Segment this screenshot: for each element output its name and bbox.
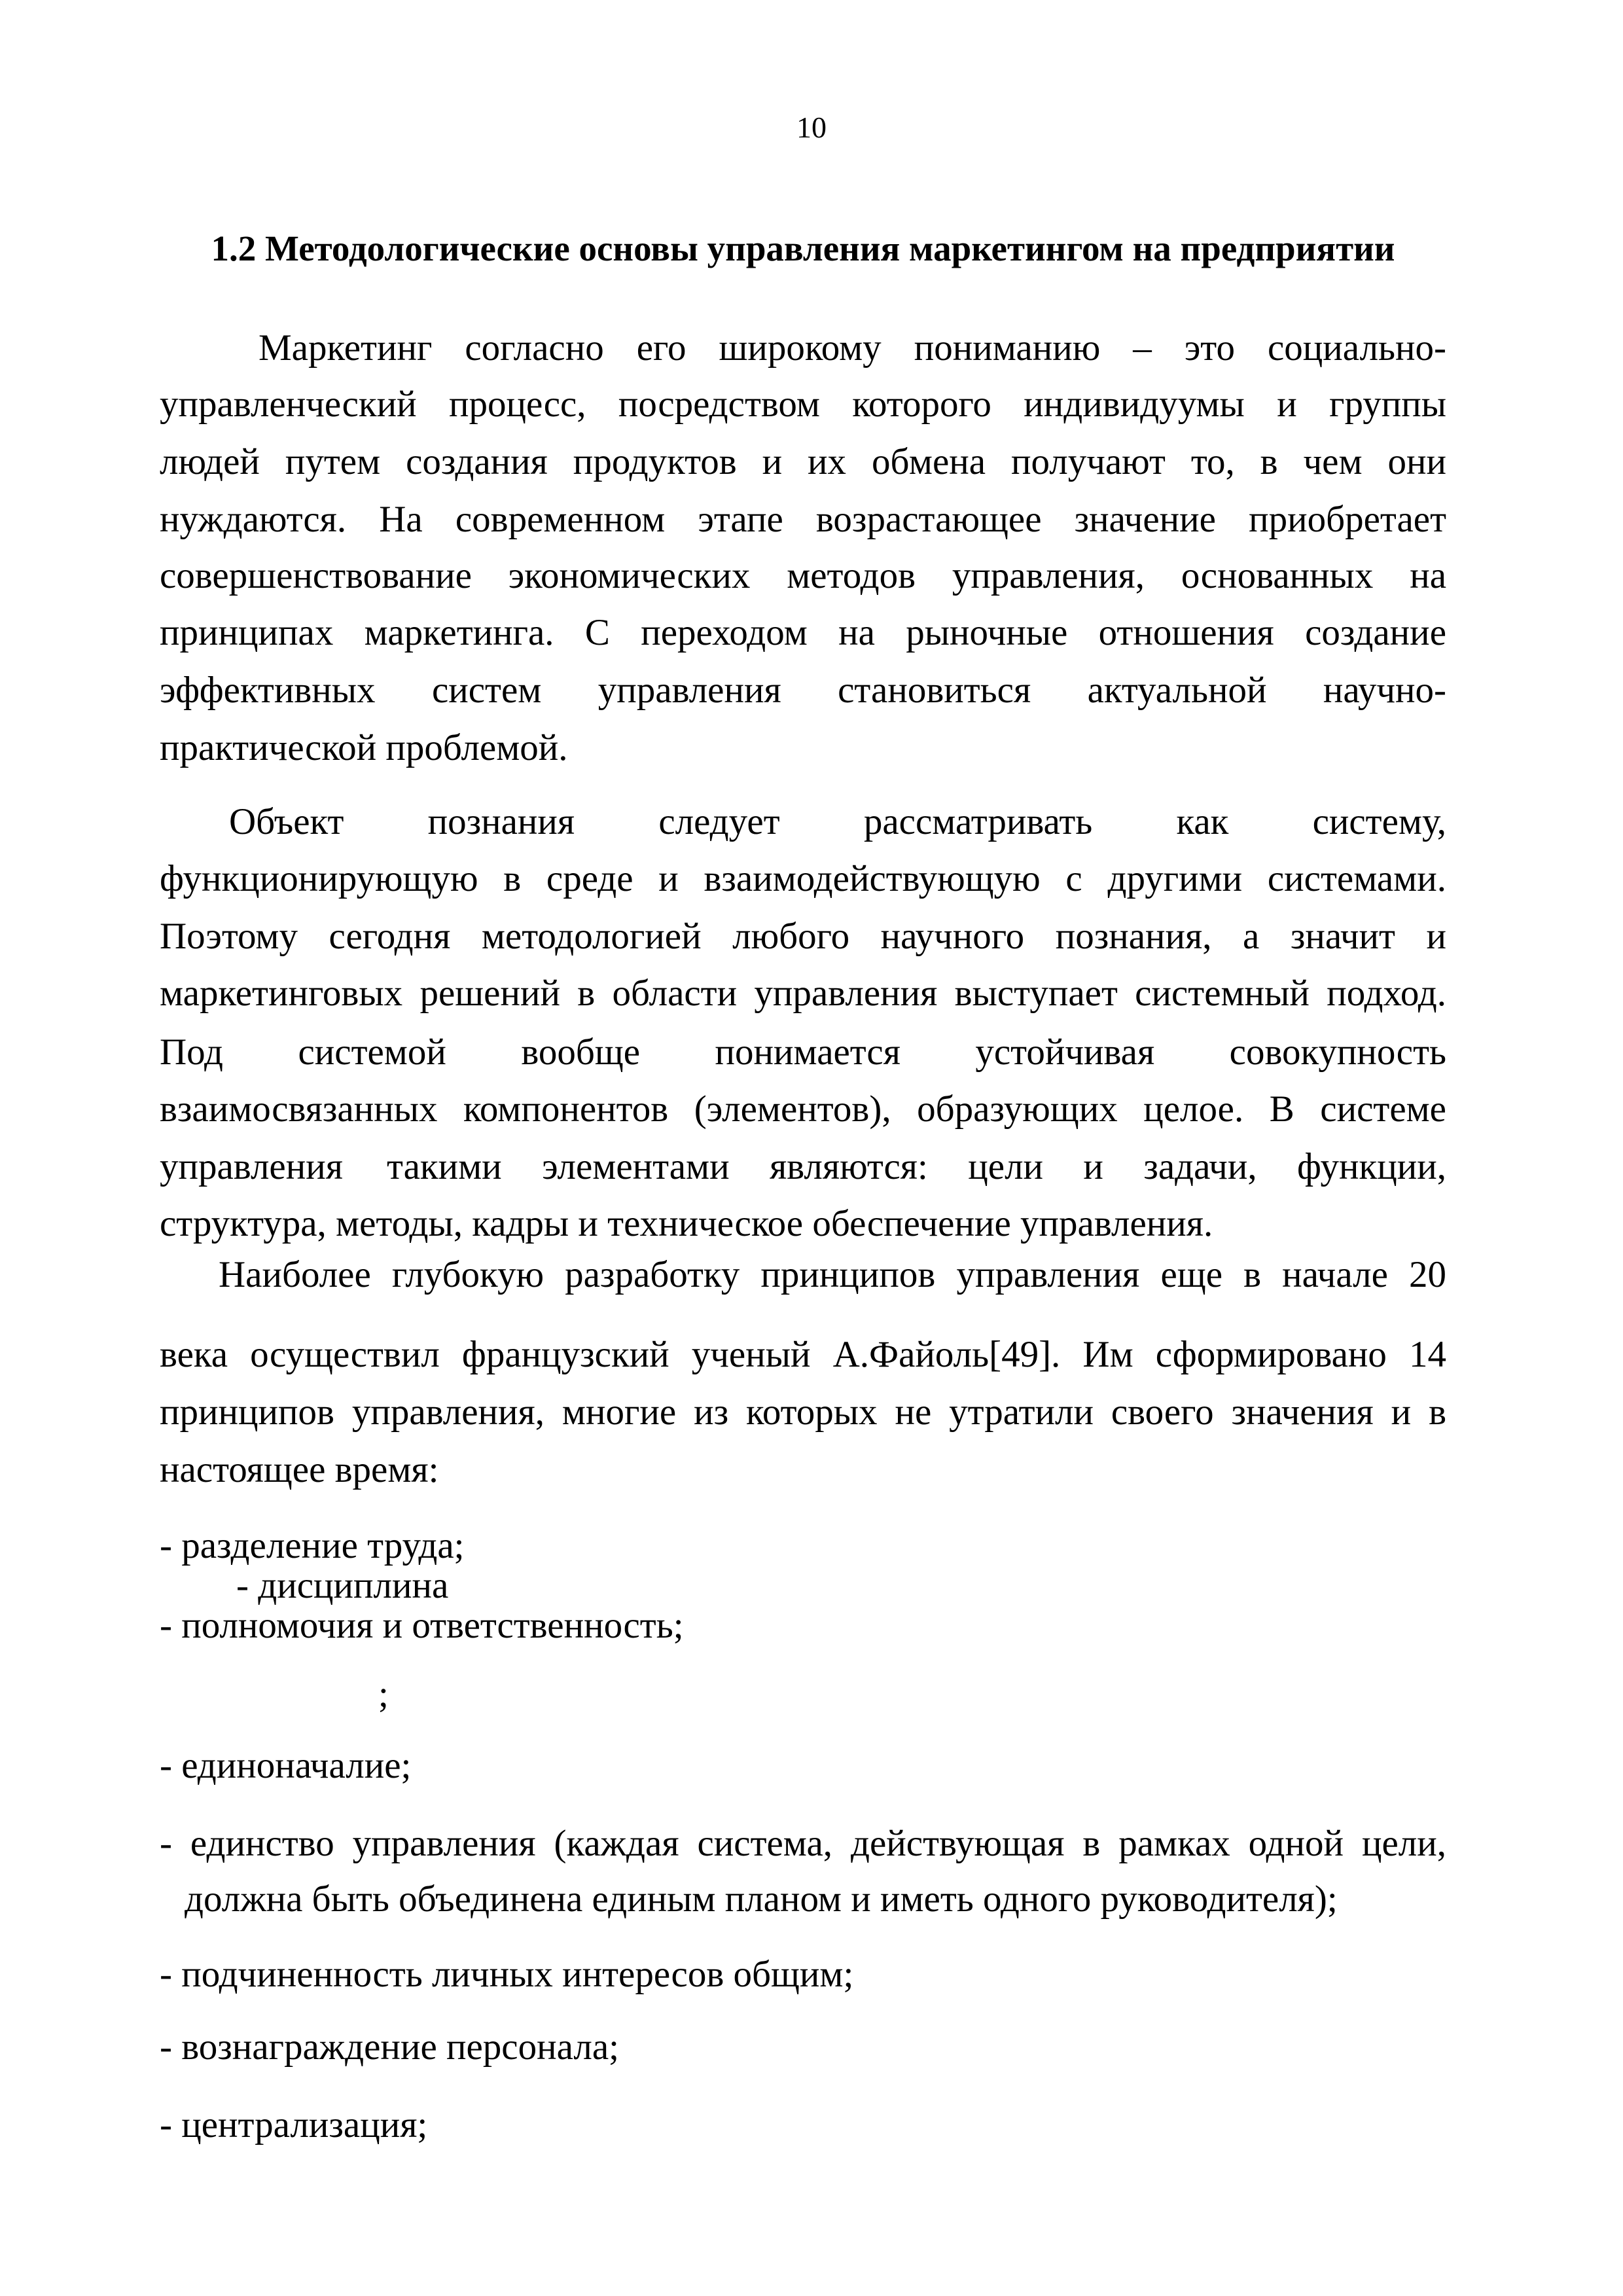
paragraph-line: Наиболее глубокую разработку принципов управления еще в начале 20 (219, 1254, 1446, 1295)
list-item: - единоначалие; (160, 1745, 412, 1786)
overlapping-word: управления (160, 1146, 343, 1187)
paragraph-line: управленческий процесс, посредством которого индивидуумы и группы (160, 384, 1446, 425)
paragraph-line: Маркетинг согласно его широкому пониманию – это социально- (259, 327, 1446, 368)
paragraph-line: принципах маркетинга. С переходом на рыночные отношения создание (160, 612, 1446, 653)
paragraph-line: маркетинговых решений в области управления выступает системный подход. (160, 973, 1446, 1014)
list-item: - вознаграждение персонала; (160, 2026, 619, 2068)
paragraph-line: Поэтому сегодня методологией любого научного познания, а значит и (160, 916, 1446, 957)
paragraph-line: людей путем создания продуктов и их обмена получают то, в чем они (160, 441, 1446, 482)
page-number: 10 (796, 111, 827, 144)
list-item: - единство управления (каждая система, действующая в рамках одной цели, (160, 1823, 1446, 1864)
list-item: - дисциплина (236, 1565, 449, 1606)
paragraph-line: совершенствование экономических методов управления, основанных на (160, 555, 1446, 596)
paragraph-line: такими элементами являются: цели и задачи, функции, (387, 1146, 1446, 1187)
paragraph-line: Под системой вообще понимается устойчивая совокупность (160, 1031, 1446, 1073)
list-item: - подчиненность личных интересов общим; (160, 1954, 854, 1995)
paragraph-line: структура, методы, кадры и техническое обеспечение управления. (160, 1203, 1213, 1244)
paragraph-line: нуждаются. На современном этапе возрастающее значение приобретает (160, 499, 1446, 540)
paragraph-line: функционирующую в среде и взаимодействующую с другими системами. (160, 858, 1446, 899)
paragraph-line: практической проблемой. (160, 727, 568, 768)
list-item-continuation: должна быть объединена единым планом и иметь одного руководителя); (185, 1878, 1338, 1920)
paragraph-line: эффективных систем управления становиться актуальной научно- (160, 670, 1446, 711)
list-item: - разделение труда; (160, 1525, 465, 1566)
paragraph-line: настоящее время: (160, 1449, 439, 1490)
list-item: - централизация; (160, 2104, 428, 2145)
list-item: ; (378, 1674, 389, 1715)
paragraph-line: века осуществил французский ученый А.Файоль[49]. Им сформировано 14 (160, 1334, 1446, 1375)
list-item: - полномочия и ответственность; (160, 1605, 684, 1646)
paragraph-line: принципов управления, многие из которых не утратили своего значения и в (160, 1391, 1446, 1433)
paragraph-line: Объект познания следует рассматривать как систему, (229, 801, 1446, 842)
section-title: 1.2 Методологические основы управления маркетингом на предприятии (211, 228, 1395, 268)
paragraph-line: взаимосвязанных компонентов (элементов), образующих целое. В системе (160, 1088, 1446, 1130)
